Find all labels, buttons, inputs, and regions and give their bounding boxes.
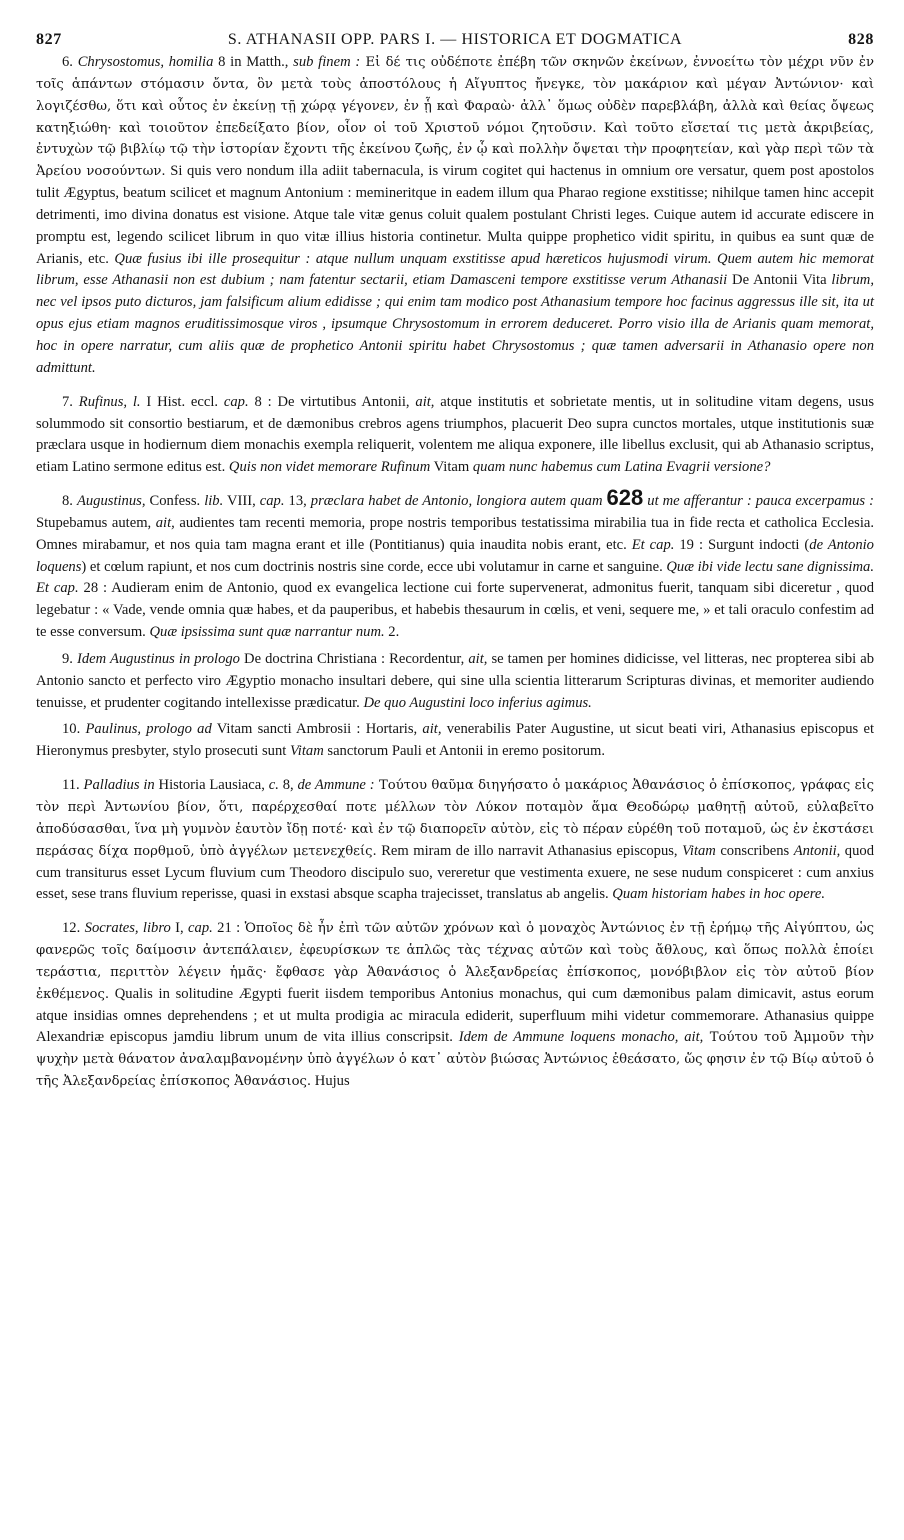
running-title: S. ATHANASII OPP. PARS I. — HISTORICA ET DOGMATICA (227, 31, 683, 48)
latin-quotation: Stupebamus autem, (36, 514, 156, 531)
greek-quotation-2: Τούτου τοῦ Ἀμμοῦν τὴν ψυχὴν μετὰ θάνατον ἀναλαμβανομένην ὑπὸ ἀγγέλων ὁ κατ᾽ αὐτὸν βιώσας Ἀντώνιος ἐθεάσατο, ὥς φησιν ἐν τῷ Βίῳ αὐτοῦ ὁ τῆς Ἀλεξανδρείας ἐπίσκοπος Ἀθανάσιος. (36, 1030, 874, 1090)
testimony-9: 9. Idem Augustinus in prologo De doctrina Christiana : Recordentur, ait, se tamen per homines didicisse, vel litteras, nec propterea sibi ab Antonio sancto et perfecto viro Ægyptio monacho insultari debere, qui sine ulla scientia litterarum Scripturas divinas, et memoriter audiendo tenuisse, et prudenter cogitando intellexisse prædicatur. De quo Augustini loco inferius agimus. (36, 650, 875, 711)
running-header (36, 30, 874, 50)
original-page-marker: 628 (606, 485, 644, 511)
editor-commentary: De quo Augustini loco inferius agimus. (363, 694, 592, 711)
author-citation: Socrates, libro (84, 920, 171, 937)
testimony-11: 11. Palladius in Historia Lausiaca, c. 8, de Ammune : Τούτου θαῦμα διηγήσατο ὁ μακάριος Ἀθανάσιος ὁ ἐπίσκοπος, γράφας εἰς τὸν περὶ Ἀντωνίου βίον, ὅτι, παρέρχεσθαί ποτε μέλλων τὸν Λύκον ποταμὸν ἅμα Θεοδώρῳ μαθητῇ αὐτοῦ, εὐλαβεῖτο ἀποδύσασθαι, ἵνα μὴ γυμνὸν ἑαυτὸν ἴδῃ ποτέ· καὶ ἐν τῷ διαπορεῖν αὐτὸν, εἰς τὸ πέραν εὑρέθη τοῦ ποταμοῦ, ὡς ἐν ἐκστάσει περάσας δίχα πορθμοῦ, ὑπὸ ἀγγέλων μετενεχθείς. Rem miram de illo narravit Athanasius episcopus, Vitam conscribens Antonii, quod cum transiturus esset Lycum fluvium cum Theodoro discipulo suo, vereretur que vestimenta exuere, ne sese nudum conspiceret : cum anxius esset, sese trans fluvium reperisse, quasi in exstasi absque scapha trajecisset, translatus ab angelis. Quam historiam habes in hoc opere. (36, 777, 874, 903)
author-citation: Chrysostomus, homilia (77, 54, 214, 70)
testimony-7: 7. Rufinus, l. I Hist. eccl. cap. 8 : De virtutibus Antonii, ait, atque institutis et sobrietate mentis, ut in solitudine vitam degens, usus solummodo sit consortio bestiarum, et de dæmonibus crebros agens triumphos, placuerit Deo supra cunctos mortales, utque institutionis suæ præclara usque in hodiernum diem monachis exempla reliquerit, volentem me aliqua exponere, ille libellus exclusit, qui ab Athanasio scriptus, etiam Latino sermone editus est. Quis non videt memorare Rufinum Vitam quam nunc habemus cum Latina Evagrii versione? (36, 393, 874, 476)
editor-commentary: Quis non videt memorare Rufinum (228, 459, 431, 476)
author-citation: Rufinus, l. (78, 393, 141, 410)
testimony-number: 11. (62, 777, 80, 794)
testimony-number: 7. (62, 393, 73, 410)
testimony-number: 9. (62, 650, 73, 667)
testimony-number: 10. (62, 721, 81, 738)
latin-translation: Si quis vero nondum illa adiit tabernacula, is virum cogitet qui hactenus in omnium ore versatur, quem post apostolos tulit Ægyptus, beatum scilicet et magnum Antonium : memineritque in eadem illum qua Pharao regione exstitisse; nihilque tamen hinc accepit detrimenti, imo divina donatus est visione. Atque tale vitæ genus coluit qualem postulant Christi leges. Cuique autem id accurate ediscere in promptu est, legendo scilicet librum in quo vitæ illius historia continetur. Multa quippe prophetico vidit spiritu, in quibus ea sunt quæ de Arianis, etc. (36, 163, 874, 267)
latin-translation: Rem miram de illo narravit Athanasius episcopus, (376, 842, 683, 859)
greek-quotation: Ὁποῖος δὲ ἦν ἐπὶ τῶν αὐτῶν χρόνων καὶ ὁ μοναχὸς Ἀντώνιος ἐν τῇ ἐρήμῳ τῆς Αἰγύπτου, ὡς φανερῶς τοῖς δαίμοσιν ἀντεπάλαιεν, ἐφευρίσκων τε ἁπλῶς τὰς τέχνας αὐτῶν καὶ τοὺς ἄθλους, καὶ ὅπως πολλὰ ἐποίει τεράστια, περιττὸν λέγειν ἡμᾶς· ἔφθασε γὰρ Ἀθανάσιος ὁ Ἀλεξανδρείας ἐπίσκοπος, μονόβιβλον εἰς τὸν αὐτοῦ βίον ἐκθέμενος. (36, 921, 875, 1002)
latin-translation: Qualis in solitudine Ægypti fuerit iisdem temporibus Antonius monachus, qui cum dæmonibus palam dimicavit, astus eorum atque insidias omnes deprehendens ; et ut multa prodigia ac miracula ediderit, superfluum mihi videtur commemorare. Athanasius quippe Alexandriæ episcopus jamdiu librum unum de vita illius conscripsit. (36, 985, 874, 1046)
testimony-10: 10. Paulinus, prologo ad Vitam sancti Ambrosii : Hortaris, ait, venerabilis Pater Augustine, ut sicut beati viri, Athanasius episcopus et Hieronymus presbyter, stylo prosecuti sunt Vitam sanctorum Pauli et Antonii in eremo positorum. (36, 721, 875, 760)
greek-quotation: Τούτου θαῦμα διηγήσατο ὁ μακάριος Ἀθανάσιος ὁ ἐπίσκοπος, γράφας εἰς τὸν περὶ Ἀντωνίου βίον, ὅτι, παρέρχεσθαί ποτε μέλλων τὸν Λύκον ποταμὸν ἅμα Θεοδώρῳ μαθητῇ αὐτοῦ, εὐλαβεῖτο ἀποδύσασθαι, ἵνα μὴ γυμνὸν ἑαυτὸν ἴδῃ ποτέ· καὶ ἐν τῷ διαπορεῖν αὐτὸν, εἰς τὸ πέραν εὑρέθη τοῦ ποταμοῦ, ὡς ἐν ἐκστάσει περάσας δίχα πορθμοῦ, ὑπὸ ἀγγέλων μετενεχθείς. (36, 778, 874, 859)
testimony-6: 6. Chrysostomus, homilia 8 in Matth., sub finem : Εἰ δέ τις οὐδέποτε ἐπέβη τῶν σκηνῶν ἐκείνων, ἐννοείτω τὸν μέχρι νῦν ἐν τοῖς ἁπάντων στόμασιν ὄντα, ὃν μετὰ τοὺς ἀποστόλους ἡ Αἴγυπτος ἤνεγκε, τὸν μακάριον καὶ μέγαν Ἀντώνιον· καὶ λογιζέσθω, ὅτι καὶ οὗτος ἐν ἐκείνῃ τῇ χώρᾳ γέγονεν, ἐν ᾗ καὶ Φαραὼ· ἀλλ᾽ ὅμως οὐδὲν παρεβλάβη, ἀλλὰ καὶ θείας ὄψεως κατηξιώθη· καὶ τοιοῦτον ἐπεδείξατο βίον, οἷον οἱ τοῦ Χριστοῦ νόμοι ζητοῦσιν. Καὶ τοῦτο εἴσεταί τις μετὰ ἀκριβείας, ἐντυχὼν τῷ βιβλίῳ τῷ τὴν ἱστορίαν ἔχοντι τῆς ἐκείνου ζωῆς, ἐν ᾧ καὶ πολλὴν ὄψεται τὴν προφητείαν, καὶ γὰρ περὶ τῶν τὰ Ἀρείου νοσούντων. Si quis vero nondum illa adiit tabernacula, is virum cogitet qui hactenus in omnium ore versatur, quem post apostolos tulit Ægyptus, beatum scilicet et magnum Antonium : memineritque in eadem illum qua Pharao regione exstitisse; nihilque tamen hinc accepit detrimenti, imo divina donatus est visione. Atque tale vitæ genus coluit qualem postulant Christi leges. Cuique autem id accurate ediscere in promptu est, legendo scilicet librum in quo vitæ illius historia continetur. Multa quippe prophetico vidit spiritu, in quibus ea sunt quæ de Arianis, etc. Quæ fusius ibi ille prosequitur : atque nullum unquam exstitisse apud hæreticos hujusmodi virum. Quem autem hic memorat librum, esse Athanasii non est dubium ; nam fatentur sectarii, etiam Damasceni tempore exstitisse verum Athanasii De Antonii Vita librum, nec vel ipsos puto dicturos, jam falsificum alium edidisse ; qui enim tam modico post Athanasium tempore hoc facinus aggressus ille sit, ita ut opus ejus etiam magnos eruditissimosque viros , ipsumque Chrysostomum in errorem deduceret. Porro visio illa de Arianis quam memorat, hoc in opere narratur, cum aliis quæ de prophetico Antonii spiritu habet Chrysostomus ; quæ tamen adversarii in Athanasio opere non admittunt. (36, 54, 875, 376)
testimony-number: 12. (62, 920, 81, 937)
editor-commentary: Quam historiam habes in hoc opere. (612, 886, 825, 903)
latin-quotation: atque institutis et sobrietate mentis, ut in solitudine vitam degens, usus solummodo sit consortio bestiarum, et de dæmonibus crebros agens triumphos, placuerit Deo supra cunctos mortales, utque institutionis suæ præclara usque in hodiernum diem monachis exempla reliquerit, volentem me aliqua exponere, ille libellus exclusit, qui ab Athanasio scriptus, etiam Latino sermone editus est. (36, 393, 874, 476)
author-citation: Paulinus, prologo ad (85, 721, 212, 738)
page-number-left: 827 (36, 31, 62, 48)
page-number-right: 828 (848, 31, 874, 48)
testimony-number: 8. (62, 493, 73, 510)
main-text (36, 52, 874, 1093)
author-citation: Palladius in (83, 777, 155, 794)
testimony-number: 6. (62, 54, 73, 70)
author-citation: Augustinus, (76, 493, 146, 510)
author-citation: Idem Augustinus in prologo (77, 650, 240, 667)
testimony-8: 8. Augustinus, Confess. lib. VIII, cap. 13, præclara habet de Antonio, longiora autem quam 628 ut me afferantur : pauca excerpamus : Stupebamus autem, ait, audientes tam recenti memoria, prope nostris temporibus testatissima mirabilia tua in fide recta et catholica Ecclesia. Omnes mirabamur, et nos quia tam magna erant et ille (Pontitianus) quia inaudita nobis erant, etc. Et cap. 19 : Surgunt indocti (de Antonio loquens) et cœlum rapiunt, et nos cum doctrinis nostris sine corde, ecce ubi volutamur in carne et sanguine. Quæ ibi vide lectu sane dignissima. Et cap. 28 : Audieram enim de Antonio, quod ex evangelica lectione cui forte supervenerat, admonitus fuerit, tanquam sibi diceretur , quod legebatur : « Vade, vende omnia quæ habes, et da pauperibus, et habebis thesaurum in cœlis, et veni, sequere me, » et tali oraculo confestim ad te esse conversum. Quæ ipsissima sunt quæ narrantur num. 2. (36, 485, 874, 641)
editor-commentary: Quæ fusius ibi ille prosequitur : atque nullum unquam exstitisse apud hæreticos hujusmodi virum. Quem autem hic memorat librum, esse Athanasii non est dubium ; nam fatentur sectarii, etiam Damasceni tempore exstitisse verum Athanasii (36, 250, 874, 289)
greek-quotation: Εἰ δέ τις οὐδέποτε ἐπέβη τῶν σκηνῶν ἐκείνων, ἐννοείτω τὸν μέχρι νῦν ἐν τοῖς ἁπάντων στόμασιν ὄντα, ὃν μετὰ τοὺς ἀποστόλους ἡ Αἴγυπτος ἤνεγκε, τὸν μακάριον καὶ μέγαν Ἀντώνιον· καὶ λογιζέσθω, ὅτι καὶ οὗτος ἐν ἐκείνῃ τῇ χώρᾳ γέγονεν, ἐν ᾗ καὶ Φαραὼ· ἀλλ᾽ ὅμως οὐδὲν παρεβλάβη, ἀλλὰ καὶ θείας ὄψεως κατηξιώθη· καὶ τοιοῦτον ἐπεδείξατο βίον, οἷον οἱ τοῦ Χριστοῦ νόμοι ζητοῦσιν. Καὶ τοῦτο εἴσεταί τις μετὰ ἀκριβείας, ἐντυχὼν τῷ βιβλίῳ τῷ τὴν ἱστορίαν ἔχοντι τῆς ἐκείνου ζωῆς, ἐν ᾧ καὶ πολλὴν ὄψεται τὴν προφητείαν, καὶ γὰρ περὶ τῶν τὰ Ἀρείου νοσούντων. (36, 55, 875, 180)
editor-commentary: Idem de Ammune loquens monacho, ait, (458, 1029, 704, 1046)
testimony-12: 12. Socrates, libro I, cap. 21 : Ὁποῖος δὲ ἦν ἐπὶ τῶν αὐτῶν χρόνων καὶ ὁ μοναχὸς Ἀντώνιος ἐν τῇ ἐρήμῳ τῆς Αἰγύπτου, ὡς φανερῶς τοῖς δαίμοσιν ἀντεπάλαιεν, ἐφευρίσκων τε ἁπλῶς τὰς τέχνας αὐτῶν καὶ τοὺς ἄθλους, καὶ ὅπως πολλὰ ἐποίει τεράστια, περιττὸν λέγειν ἡμᾶς· ἔφθασε γὰρ Ἀθανάσιος ὁ Ἀλεξανδρείας ἐπίσκοπος, μονόβιβλον εἰς τὸν αὐτοῦ βίον ἐκθέμενος. Qualis in solitudine Ægypti fuerit iisdem temporibus Antonius monachus, qui cum dæmonibus palam dimicavit, astus eorum atque insidias omnes deprehendens ; et ut multa prodigia ac miracula ediderit, superfluum mihi videtur commemorare. Athanasius quippe Alexandriæ episcopus jamdiu librum unum de vita illius conscripsit. Idem de Ammune loquens monacho, ait, Τούτου τοῦ Ἀμμοῦν τὴν ψυχὴν μετὰ θάνατον ἀναλαμβανομένην ὑπὸ ἀγγέλων ὁ κατ᾽ αὐτὸν βιώσας Ἀντώνιος ἐθεάσατο, ὥς φησιν ἐν τῷ Βίῳ αὐτοῦ ὁ τῆς Ἀλεξανδρείας ἐπίσκοπος Ἀθανάσιος. Hujus (36, 920, 875, 1090)
